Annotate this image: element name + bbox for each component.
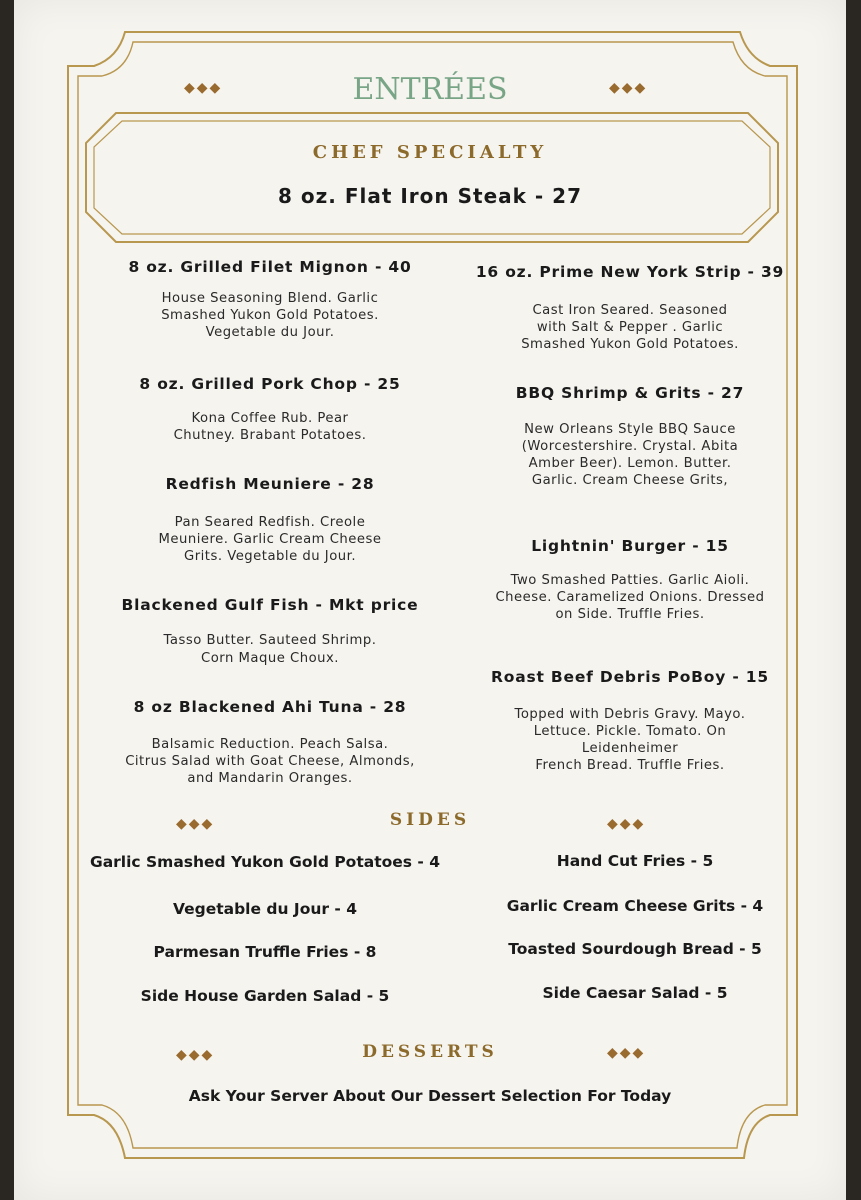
ornament-diamonds-left: ◆◆◆ bbox=[184, 80, 223, 96]
menu-item-desc-line: Tasso Butter. Sauteed Shrimp. bbox=[163, 633, 377, 648]
menu-item-desc-line: House Seasoning Blend. Garlic bbox=[161, 291, 379, 306]
side-item: Toasted Sourdough Bread - 5 bbox=[508, 940, 762, 958]
menu-item-title: Blackened Gulf Fish - Mkt price bbox=[121, 596, 419, 614]
ornament-diamonds-left: ◆◆◆ bbox=[176, 1047, 215, 1063]
ornament-diamonds-right: ◆◆◆ bbox=[609, 80, 648, 96]
side-item: Parmesan Truffle Fries - 8 bbox=[153, 943, 377, 961]
menu-item-title: 16 oz. Prime New York Strip - 39 bbox=[475, 263, 785, 281]
desserts-heading: DESSERTS bbox=[362, 1042, 498, 1062]
menu-item-title: 8 oz. Grilled Filet Mignon - 40 bbox=[128, 258, 412, 276]
menu-item-desc-line: Balsamic Reduction. Peach Salsa. bbox=[151, 737, 389, 752]
menu-item-title: Redfish Meuniere - 28 bbox=[165, 475, 375, 493]
side-item: Hand Cut Fries - 5 bbox=[556, 852, 714, 870]
side-item: Garlic Smashed Yukon Gold Potatoes - 4 bbox=[89, 853, 441, 871]
menu-item-desc-line: Garlic. Cream Cheese Grits, bbox=[531, 473, 729, 488]
menu-item-desc-line: Kona Coffee Rub. Pear bbox=[191, 411, 349, 426]
menu-item-desc-line: Smashed Yukon Gold Potatoes. bbox=[161, 308, 379, 323]
menu-item-desc-line: Cheese. Caramelized Onions. Dressed bbox=[495, 590, 765, 605]
ornament-diamonds-right: ◆◆◆ bbox=[607, 816, 646, 832]
sides-heading: SIDES bbox=[389, 810, 471, 830]
menu-item-desc-line: Chutney. Brabant Potatoes. bbox=[173, 428, 367, 443]
menu-item-desc-line: on Side. Truffle Fries. bbox=[555, 607, 705, 622]
chef-specialty-heading: CHEF SPECIALTY bbox=[312, 142, 548, 163]
chef-specialty-item: 8 oz. Flat Iron Steak - 27 bbox=[278, 184, 582, 208]
menu-item-desc-line: Smashed Yukon Gold Potatoes. bbox=[521, 337, 739, 352]
menu-item-desc-line: Cast Iron Seared. Seasoned bbox=[532, 303, 728, 318]
desserts-note: Ask Your Server About Our Dessert Selection For Today bbox=[188, 1087, 672, 1105]
menu-item-title: Lightnin' Burger - 15 bbox=[531, 537, 729, 555]
menu-item-desc-line: Meuniere. Garlic Cream Cheese bbox=[158, 532, 382, 547]
menu-item-desc-line: Lettuce. Pickle. Tomato. On bbox=[533, 724, 727, 739]
menu-item-desc-line: Corn Maque Choux. bbox=[201, 651, 339, 666]
menu-item-desc-line: Citrus Salad with Goat Cheese, Almonds, bbox=[125, 754, 415, 769]
ornament-diamonds-left: ◆◆◆ bbox=[176, 816, 215, 832]
menu-item-desc-line: and Mandarin Oranges. bbox=[187, 771, 353, 786]
menu-item-title: Roast Beef Debris PoBoy - 15 bbox=[491, 668, 769, 686]
menu-item-desc-line: Vegetable du Jour. bbox=[205, 325, 335, 340]
menu-item-desc-line: Leidenheimer bbox=[581, 741, 679, 756]
menu-item-title: 8 oz. Grilled Pork Chop - 25 bbox=[139, 375, 401, 393]
menu-item-title: 8 oz Blackened Ahi Tuna - 28 bbox=[133, 698, 407, 716]
menu-item-desc-line: New Orleans Style BBQ Sauce bbox=[524, 422, 736, 437]
menu-item-desc-line: Topped with Debris Gravy. Mayo. bbox=[514, 707, 746, 722]
side-item: Garlic Cream Cheese Grits - 4 bbox=[506, 897, 764, 915]
menu-item-desc-line: with Salt & Pepper . Garlic bbox=[536, 320, 724, 335]
side-item: Side Caesar Salad - 5 bbox=[542, 984, 728, 1002]
menu-item-desc-line: Grits. Vegetable du Jour. bbox=[183, 549, 357, 564]
menu-item-desc-line: (Worcestershire. Crystal. Abita bbox=[521, 439, 739, 454]
menu-item-title: BBQ Shrimp & Grits - 27 bbox=[515, 384, 745, 402]
menu-item-desc-line: French Bread. Truffle Fries. bbox=[535, 758, 725, 773]
side-item: Side House Garden Salad - 5 bbox=[140, 987, 390, 1005]
side-item: Vegetable du Jour - 4 bbox=[172, 900, 358, 918]
ornament-diamonds-right: ◆◆◆ bbox=[607, 1045, 646, 1061]
section-title-entrees: ENTRÉES bbox=[352, 72, 508, 107]
menu-item-desc-line: Pan Seared Redfish. Creole bbox=[174, 515, 366, 530]
menu-item-desc-line: Two Smashed Patties. Garlic Aioli. bbox=[510, 573, 750, 588]
menu-item-desc-line: Amber Beer). Lemon. Butter. bbox=[528, 456, 732, 471]
